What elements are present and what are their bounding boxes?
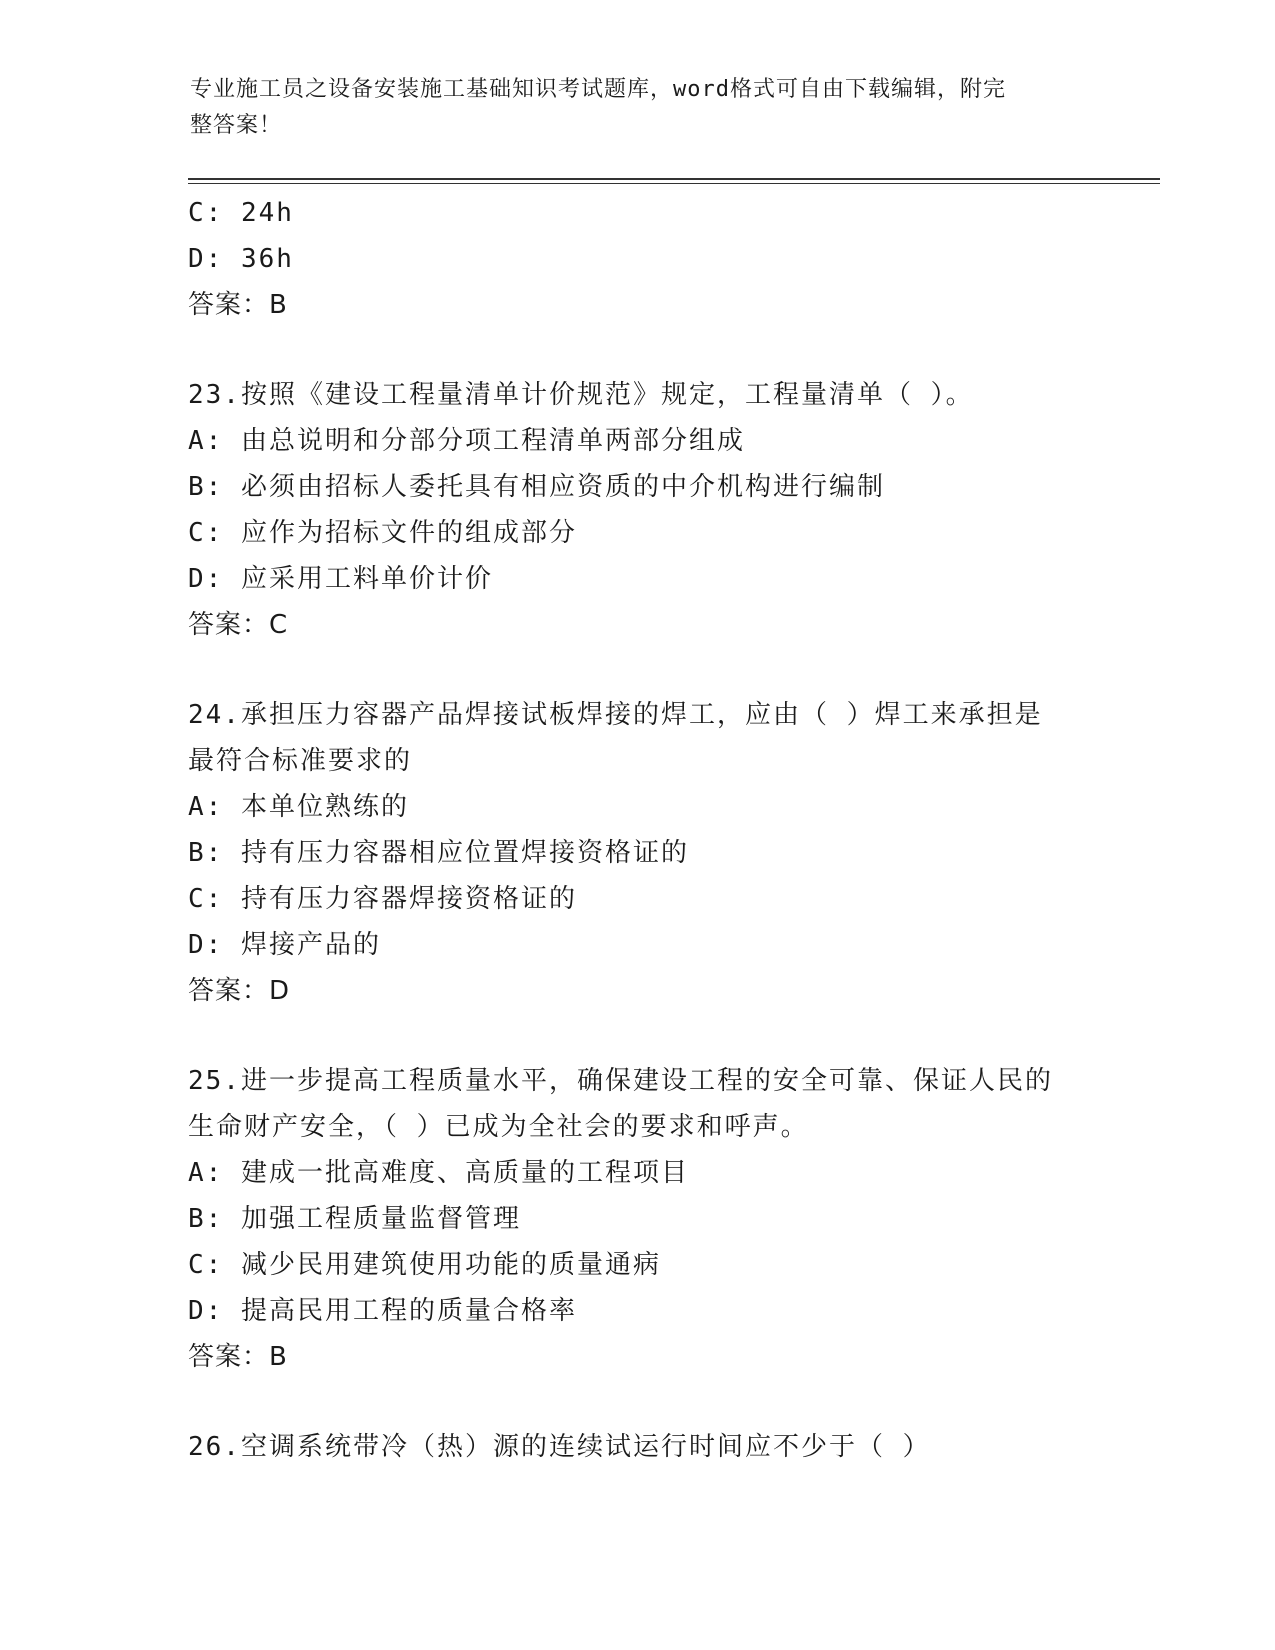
option-b: B: 持有压力容器相应位置焊接资格证的 (188, 838, 689, 868)
answer-line: 答案：D (188, 976, 291, 1006)
header-divider-thick (188, 178, 1160, 180)
option-c: C: 24h (188, 198, 294, 228)
document-header (190, 72, 1090, 144)
answer-line: 答案：C (188, 610, 289, 640)
question-stem: 25.进一步提高工程质量水平，确保建设工程的安全可靠、保证人民的 (188, 1066, 1053, 1096)
question-stem: 26.空调系统带冷（热）源的连续试运行时间应不少于（ ） (188, 1432, 931, 1462)
header-line-1: 专业施工员之设备安装施工基础知识考试题库，word格式可自由下载编辑，附完 (190, 77, 1006, 102)
option-d: D: 提高民用工程的质量合格率 (188, 1296, 577, 1326)
question-stem: 24.承担压力容器产品焊接试板焊接的焊工，应由（ ）焊工来承担是 (188, 700, 1043, 730)
option-b: B: 必须由招标人委托具有相应资质的中介机构进行编制 (188, 472, 885, 502)
answer-line: 答案：B (188, 1342, 288, 1372)
answer-line: 答案：B (188, 290, 288, 320)
question-25 (188, 1058, 1088, 1380)
question-26 (188, 1424, 1088, 1470)
question-list (188, 190, 1088, 1470)
header-line-2: 整答案！ (190, 113, 283, 138)
option-a: A: 建成一批高难度、高质量的工程项目 (188, 1158, 689, 1188)
question-stem-continued: 生命财产安全，（ ）已成为全社会的要求和呼声。 (188, 1112, 809, 1142)
option-d: D: 应采用工料单价计价 (188, 564, 493, 594)
option-c: C: 应作为招标文件的组成部分 (188, 518, 577, 548)
question-22-tail (188, 190, 1088, 328)
question-23 (188, 372, 1088, 648)
option-b: B: 加强工程质量监督管理 (188, 1204, 521, 1234)
question-stem-continued: 最符合标准要求的 (188, 746, 413, 776)
option-c: C: 减少民用建筑使用功能的质量通病 (188, 1250, 661, 1280)
option-c: C: 持有压力容器焊接资格证的 (188, 884, 577, 914)
option-d: D: 36h (188, 244, 294, 274)
question-stem: 23.按照《建设工程量清单计价规范》规定，工程量清单（ ）。 (188, 380, 974, 410)
option-a: A: 由总说明和分部分项工程清单两部分组成 (188, 426, 745, 456)
option-a: A: 本单位熟练的 (188, 792, 409, 822)
option-d: D: 焊接产品的 (188, 930, 381, 960)
header-divider-thin (188, 183, 1160, 184)
question-24 (188, 692, 1088, 1014)
